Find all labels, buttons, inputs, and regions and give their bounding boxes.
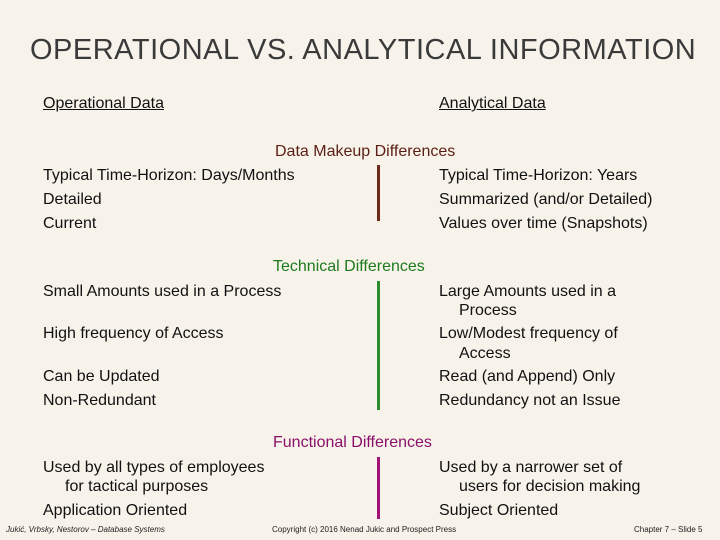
technical-left-4: Non-Redundant (43, 392, 156, 409)
functional-right-1: Used by a narrower set of (439, 459, 623, 476)
makeup-right-1: Typical Time-Horizon: Years (439, 167, 638, 184)
functional-right-3: Subject Oriented (439, 502, 559, 519)
technical-right-2: Process (459, 302, 517, 319)
functional-divider (377, 457, 380, 519)
left-column-heading: Operational Data (43, 95, 164, 112)
technical-left-1: Small Amounts used in a Process (43, 283, 282, 300)
makeup-left-1: Typical Time-Horizon: Days/Months (43, 167, 295, 184)
technical-right-4: Access (459, 345, 511, 362)
technical-divider (377, 281, 380, 410)
technical-heading: Technical Differences (273, 258, 425, 275)
technical-left-3: Can be Updated (43, 368, 160, 385)
functional-heading: Functional Differences (273, 434, 432, 451)
makeup-right-3: Values over time (Snapshots) (439, 215, 648, 232)
makeup-heading: Data Makeup Differences (275, 143, 456, 160)
technical-right-6: Redundancy not an Issue (439, 392, 621, 409)
technical-right-3: Low/Modest frequency of (439, 325, 618, 342)
technical-right-5: Read (and Append) Only (439, 368, 616, 385)
footer-copyright: Copyright (c) 2016 Nenad Jukic and Prospect Press (272, 525, 457, 534)
technical-right-1: Large Amounts used in a (439, 283, 617, 300)
makeup-left-2: Detailed (43, 191, 102, 208)
footer-slide-number: Chapter 7 – Slide 5 (634, 525, 703, 534)
makeup-left-3: Current (43, 215, 97, 232)
footer-authors: Jukić, Vrbsky, Nestorov – Database Systems (6, 525, 165, 534)
slide-title: OPERATIONAL VS. ANALYTICAL INFORMATION (30, 34, 697, 66)
functional-left-1: Used by all types of employees (43, 459, 265, 476)
functional-right-2: users for decision making (459, 478, 641, 495)
functional-left-3: Application Oriented (43, 502, 188, 519)
right-column-heading: Analytical Data (439, 95, 546, 112)
functional-left-2: for tactical purposes (65, 478, 209, 495)
technical-left-2: High frequency of Access (43, 325, 224, 342)
makeup-divider (377, 165, 380, 221)
makeup-right-2: Summarized (and/or Detailed) (439, 191, 653, 208)
